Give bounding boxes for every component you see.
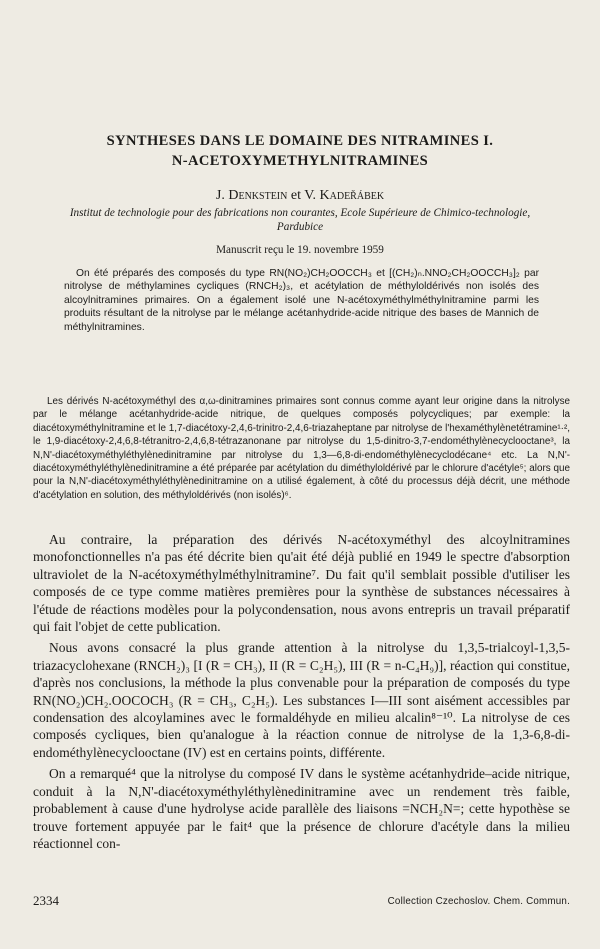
journal-name: Collection Czechoslov. Chem. Commun. [387,896,570,907]
institution-line-2: Pardubice [276,221,324,233]
institution [34,206,566,234]
page-number: 2334 [33,893,59,908]
abstract: On été préparés des composés du type RN(NO₂)CH₂OOCCH₃ et [(CH₂)ₙ.NNO₂CH₂OOCCH₃]₂ par nitrolyse de méthylamines cycliques (RNCH₂)₃, et acétylation de méthyloldérivés non isolés des alcoylnitramines primaires. On a également isolé une N-acétoxyméthylméthylnitramine parmi les produits résultant de la nitrolyse par le mélange acétanhydride-acide nitrique des bases de Mannich de méthylnitramines. [64,268,539,333]
body-text [33,531,570,856]
author-connector: et V. [287,188,320,203]
author1-initial: J. [215,188,229,203]
authors [40,187,560,205]
author2-name: Kadeřábek [319,188,385,203]
received-date: Manuscrit reçu le 19. novembre 1959 [216,244,384,256]
introduction-paragraph: Les dérivés N-acétoxyméthyl des α,ω-dinitramines primaires sont connus comme ayant leur origine dans la nitrolyse par le mélange acétanhydride-acide nitrique, de quelques composés polycycliques; par exemple: la diacétoxyméthylnitramine et le 1,7-diacétoxy-2,4,6-trinitro-2,4,6-triazaheptane par nitrolyse de l'hexaméthylènetétramine¹·², le 1,9-diacétoxy-2,4,6,8-tétranitro-2,4,6,8-tétrazanonane par nitrolyse du 1,5-dinitro-3,7-endométhylènecyclooctane³, la N,N'-diacétoxyméthyléthylènedinitramine par nitrolyse du 1,3—6,8-di-endométhylènecyclodécane⁴ etc. La N,N'-diacétoxyméthyléthylènedinitramine a été préparée par acétylation du diméthyloldérivé par le chlorure d'acétyle⁵; alors que pour la N,N'-diacétoxyméthyléthylènedinitramine on a utilisé également, à côté du processus déjà décrit, une méthode d'acétylation en solution, des méthyloldérivés (non isolés)⁶. [33,396,570,501]
body-paragraph-3: On a remarqué⁴ que la nitrolyse du composé IV dans le système acétanhydride–acide nitrique, conduit à la N,N'-diacétoxyméthyléthylènedinitramine avec un rendement très faible, probablement à cause d'une hydrolyse acide parallèle des liaisons =NCH₂N=; cette hypothèse se trouve fortement appuyée par le fait⁴ que la présence de chlorure d'acétyle dans la milieu réactionnel con- [33,766,570,851]
title-line-1: SYNTHESES DANS LE DOMAINE DES NITRAMINES I. [106,133,494,149]
body-paragraph-1: Au contraire, la préparation des dérivés N-acétoxyméthyl des alcoylnitramines monofonctionnelles n'a pas été décrite bien qu'ait été déjà publié en 1949 le spectre d'absorption ultraviolet de la N-acétoxyméthylméthylnitramine⁷. Du fait qu'il semblait possible d'utiliser les composés de ce type comme matières premières pour la synthèse de substances nécessaires à l'étude de réactions modèles pour la polycondensation, nous avons entrepris un travail préparatif qui fait l'objet de cette publication. [33,532,570,635]
title-line-2: N-ACETOXYMETHYLNITRAMINES [171,153,429,169]
article-title [40,131,560,171]
institution-line-1: Institut de technologie pour des fabrications non courantes, Ecole Supérieure de Chimico-technologie, [69,207,531,219]
body-paragraph-2: Nous avons consacré la plus grande attention à la nitrolyse du 1,3,5-trialcoyl-1,3,5-triazacyclohexane (RNCH₂)₃ [I (R = CH₃), II (R = C₂H₅), III (R = n-C₄H₉)], réaction qui constitue, d'après nos conclusions, la méthode la plus convenable pour la préparation de composés du type RN(NO₂)CH₂.OOCOCH₃ (R = CH₃, C₂H₅). Les substances I—III sont aisément accessibles par condensation des alcoylamines avec le formaldéhyde en milieu alcalin⁸⁻¹⁰. La nitrolyse de ces composés cycliques, bien qu'analogue à la réaction connue de nitrolyse de la 1,3-6,8-di-endométhylènecyclooctane (IV) est en certains points, différente. [33,640,570,760]
author1-name: Denkstein [228,188,288,203]
